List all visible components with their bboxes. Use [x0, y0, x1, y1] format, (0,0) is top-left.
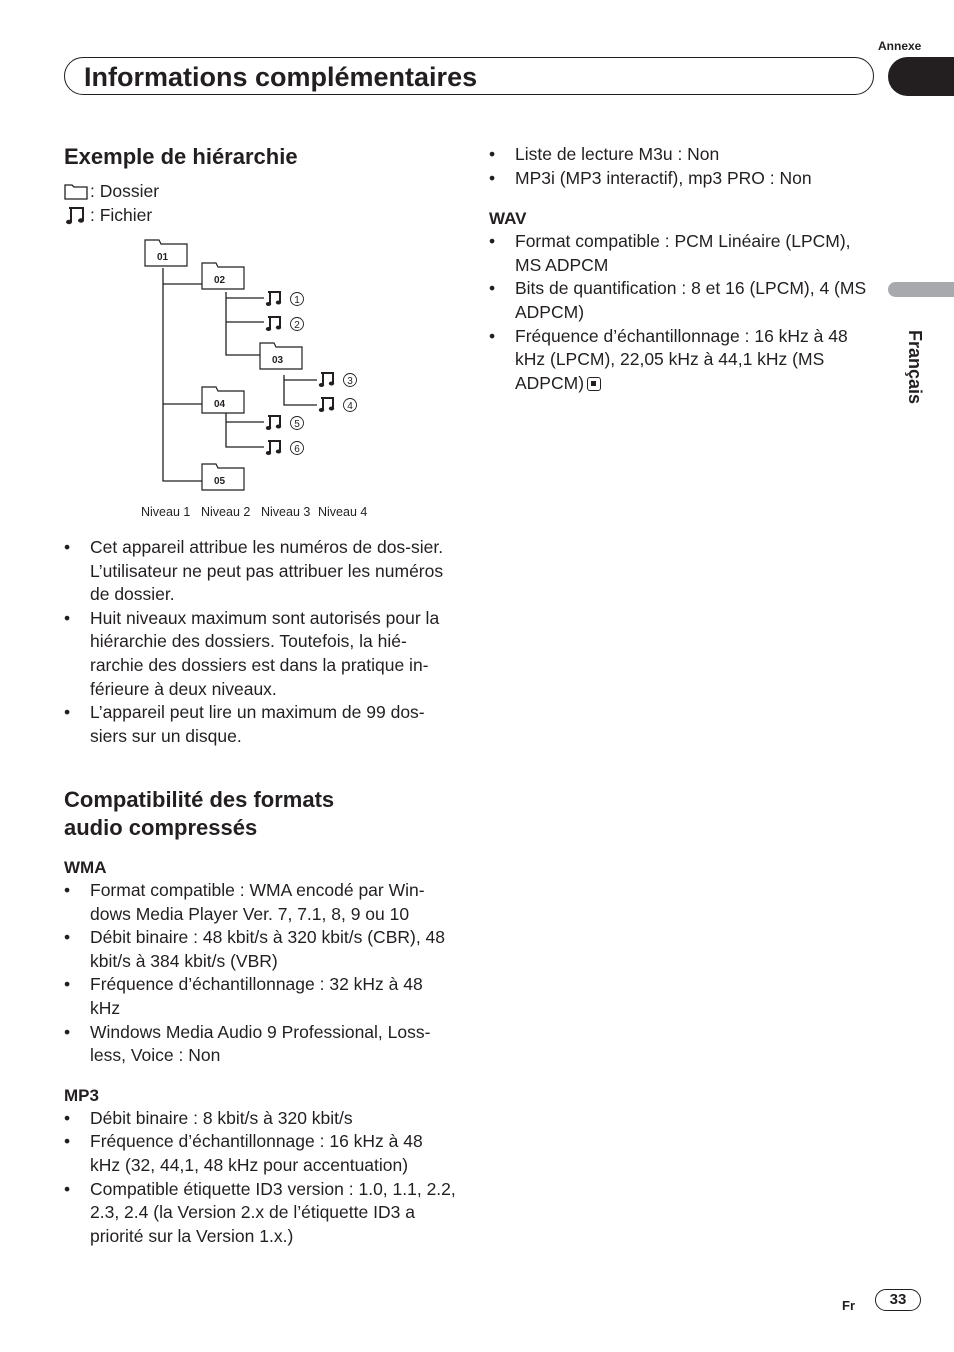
list-item: • L’appareil peut lire un maximum de 99 dos-siers sur un disque.	[64, 701, 456, 748]
file-2-number: 2	[294, 320, 300, 331]
folder-icon	[64, 182, 88, 200]
file-3-number: 3	[347, 376, 353, 387]
folder-04	[202, 387, 244, 413]
list-item: • Cet appareil attribue les numéros de dos-sier. L’utilisateur ne peut pas attribuer les numéros de dossier.	[64, 536, 456, 607]
legend-file	[64, 203, 454, 227]
mp3-bullet-list	[64, 1107, 456, 1249]
folder-03-label: 03	[272, 355, 284, 366]
mp3-bullet-list-continued	[489, 143, 874, 190]
list-item: • Débit binaire : 8 kbit/s à 320 kbit/s	[64, 1107, 456, 1131]
list-item: • Bits de quantification : 8 et 16 (LPCM), 4 (MS ADPCM)	[489, 277, 874, 324]
list-item: • MP3i (MP3 interactif), mp3 PRO : Non	[489, 167, 874, 191]
music-note-icon	[319, 398, 334, 412]
list-item: • Liste de lecture M3u : Non	[489, 143, 874, 167]
file-5	[266, 416, 304, 430]
compat-heading-line1: Compatibilité des formats	[64, 787, 335, 812]
end-of-section-icon	[587, 377, 601, 391]
hierarchy-section	[64, 143, 454, 227]
legend-folder-label: : Dossier	[90, 181, 160, 201]
file-1	[266, 292, 304, 306]
level-2-label: Niveau 2	[201, 505, 251, 519]
hierarchy-diagram	[130, 232, 390, 527]
list-item: • Format compatible : PCM Linéaire (LPCM), MS ADPCM	[489, 230, 874, 277]
section-label: Annexe	[878, 39, 922, 53]
file-6	[266, 441, 304, 455]
hierarchy-bullet-list	[64, 536, 456, 748]
file-5-number: 5	[294, 419, 300, 430]
music-note-icon	[266, 317, 281, 331]
file-1-number: 1	[294, 295, 300, 306]
list-item: • Débit binaire : 48 kbit/s à 320 kbit/s (CBR), 48 kbit/s à 384 kbit/s (VBR)	[64, 926, 456, 973]
right-column	[489, 143, 874, 395]
list-item: • Fréquence d’échantillonnage : 16 kHz à 48 kHz (32, 44,1, 48 kHz pour accentuation)	[64, 1130, 456, 1177]
compat-heading-line2: audio compressés	[64, 815, 258, 840]
language-label: Français	[905, 330, 925, 405]
music-note-icon	[319, 373, 334, 387]
legend-file-label: : Fichier	[90, 205, 153, 225]
music-note-icon	[64, 205, 88, 225]
list-item: • Fréquence d’échantillonnage : 32 kHz à 48 kHz	[64, 973, 456, 1020]
folder-01	[145, 240, 187, 266]
wma-heading: WMA	[64, 858, 107, 877]
folder-02	[202, 263, 244, 289]
music-note-icon	[266, 416, 281, 430]
language-tab	[888, 282, 954, 297]
section-tab	[888, 57, 954, 96]
music-note-icon	[266, 441, 281, 455]
file-4-number: 4	[347, 401, 353, 412]
level-4-label: Niveau 4	[318, 505, 368, 519]
file-4	[319, 398, 357, 412]
file-2	[266, 317, 304, 331]
music-note-icon	[266, 292, 281, 306]
folder-02-label: 02	[214, 275, 226, 286]
list-item: • Huit niveaux maximum sont autorisés pour la hiérarchie des dossiers. Toutefois, la hié-rarchie des dossiers est dans la pratique in-férieure à deux niveaux.	[64, 607, 456, 701]
list-item-text: Fréquence d’échantillonnage : 16 kHz à 48 kHz (LPCM), 22,05 kHz à 44,1 kHz (MS ADPCM)	[515, 325, 848, 393]
mp3-heading: MP3	[64, 1085, 99, 1105]
compat-section	[64, 786, 456, 1248]
list-item	[489, 325, 874, 396]
folder-01-label: 01	[157, 252, 169, 263]
compat-heading	[64, 786, 456, 842]
wav-bullet-list	[489, 230, 874, 395]
page-number: 33	[875, 1289, 921, 1311]
folder-03	[260, 343, 302, 369]
page-title: Informations complémentaires	[84, 62, 478, 92]
wav-heading: WAV	[489, 209, 527, 229]
level-1-label: Niveau 1	[141, 505, 191, 519]
file-6-number: 6	[294, 444, 300, 455]
footer-language-code: Fr	[842, 1298, 855, 1313]
file-3	[319, 373, 357, 387]
folder-05	[202, 464, 244, 490]
level-3-label: Niveau 3	[261, 505, 311, 519]
folder-05-label: 05	[214, 476, 226, 487]
list-item: • Windows Media Audio 9 Professional, Loss-less, Voice : Non	[64, 1021, 456, 1068]
legend-folder	[64, 179, 454, 203]
folder-04-label: 04	[214, 399, 226, 410]
list-item: • Compatible étiquette ID3 version : 1.0, 1.1, 2.2, 2.3, 2.4 (la Version 2.x de l’étiquette ID3 a priorité sur la Version 1.x.)	[64, 1178, 456, 1249]
list-item: • Format compatible : WMA encodé par Win-dows Media Player Ver. 7, 7.1, 8, 9 ou 10	[64, 879, 456, 926]
hierarchy-heading: Exemple de hiérarchie	[64, 144, 298, 169]
wma-bullet-list	[64, 879, 456, 1068]
